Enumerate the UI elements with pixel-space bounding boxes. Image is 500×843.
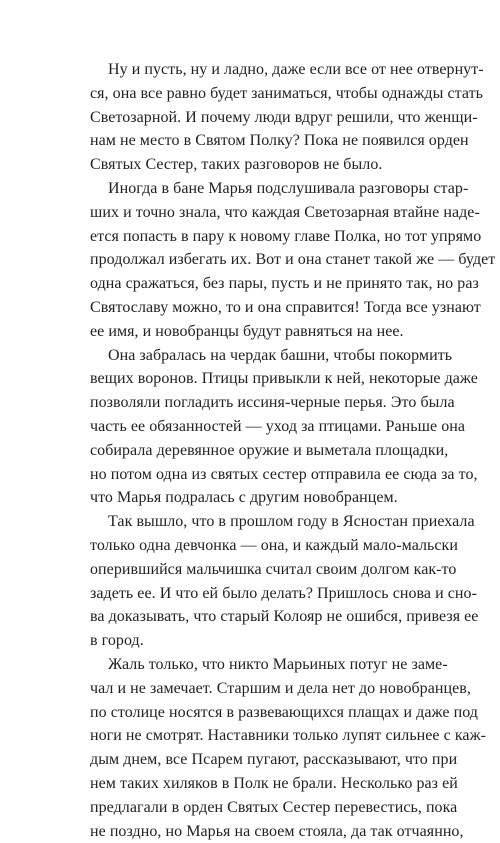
text-line: ется попасть в пару к новому главе Полка, но тот упрямо: [90, 225, 415, 249]
text-line: нам не место в Святом Полку? Пока не появился орден: [90, 129, 415, 153]
paragraph: [90, 58, 415, 177]
text-line: не поздно, но Марья на своем стояла, да так отчаянно,: [90, 820, 415, 843]
text-line: Святых Сестер, таких разговоров не было.: [90, 153, 415, 177]
text-line: чал и не замечает. Старшим и дела нет до новобранцев,: [90, 677, 415, 701]
text-line: продолжал избегать их. Вот и она станет такой же — будет: [90, 248, 415, 272]
text-line: Ну и пусть, ну и ладно, даже если все от нее отвернут-: [90, 58, 415, 82]
text-line: Так вышло, что в прошлом году в Ясностан приехала: [90, 510, 415, 534]
paragraph: [90, 653, 415, 843]
text-line: в город.: [90, 629, 415, 653]
text-line: часть ее обязанностей — уход за птицами. Раньше она: [90, 415, 415, 439]
paragraph: [90, 177, 415, 344]
text-line: только одна девчонка — она, и каждый мало-мальски: [90, 534, 415, 558]
text-line: по столице носятся в развевающихся плащах и даже под: [90, 701, 415, 725]
text-line: предлагали в орден Святых Сестер перевестись, пока: [90, 796, 415, 820]
text-line: ся, она все равно будет заниматься, чтобы однажды стать: [90, 82, 415, 106]
paragraph: [90, 510, 415, 653]
text-line: но потом одна из святых сестер отправила ее сюда за то,: [90, 463, 415, 487]
text-line: ших и точно знала, что каждая Светозарная втайне наде-: [90, 201, 415, 225]
text-line: Святославу можно, то и она справится! Тогда все узнают: [90, 296, 415, 320]
text-line: задеть ее. И что ей было делать? Пришлось снова и сно-: [90, 582, 415, 606]
text-line: Жаль только, что никто Марьиных потуг не заме-: [90, 653, 415, 677]
text-line: собирала деревянное оружие и выметала площадки,: [90, 439, 415, 463]
text-line: дым днем, все Псарем пугают, рассказывают, что при: [90, 748, 415, 772]
paragraph: [90, 344, 415, 511]
text-line: ноги не смотрят. Наставники только лупят сильнее с каж-: [90, 724, 415, 748]
text-line: нем таких хиляков в Полк не брали. Несколько раз ей: [90, 772, 415, 796]
text-line: ва доказывать, что старый Колояр не ошибся, привезя ее: [90, 605, 415, 629]
text-line: ее имя, и новобранцы будут равняться на нее.: [90, 320, 415, 344]
text-line: оперившийся мальчишка считал своим долгом как-то: [90, 558, 415, 582]
text-line: позволяли погладить иссиня-черные перья. Это была: [90, 391, 415, 415]
text-line: вещих воронов. Птицы привыкли к ней, некоторые даже: [90, 367, 415, 391]
text-line: одна сражаться, без пары, пусть и не принято так, но раз: [90, 272, 415, 296]
text-line: что Марья подралась с другим новобранцем.: [90, 486, 415, 510]
text-line: Светозарной. И почему люди вдруг решили, что женщи-: [90, 106, 415, 130]
text-line: Она забралась на чердак башни, чтобы покормить: [90, 344, 415, 368]
page-text: [90, 58, 415, 843]
text-line: Иногда в бане Марья подслушивала разговоры стар-: [90, 177, 415, 201]
